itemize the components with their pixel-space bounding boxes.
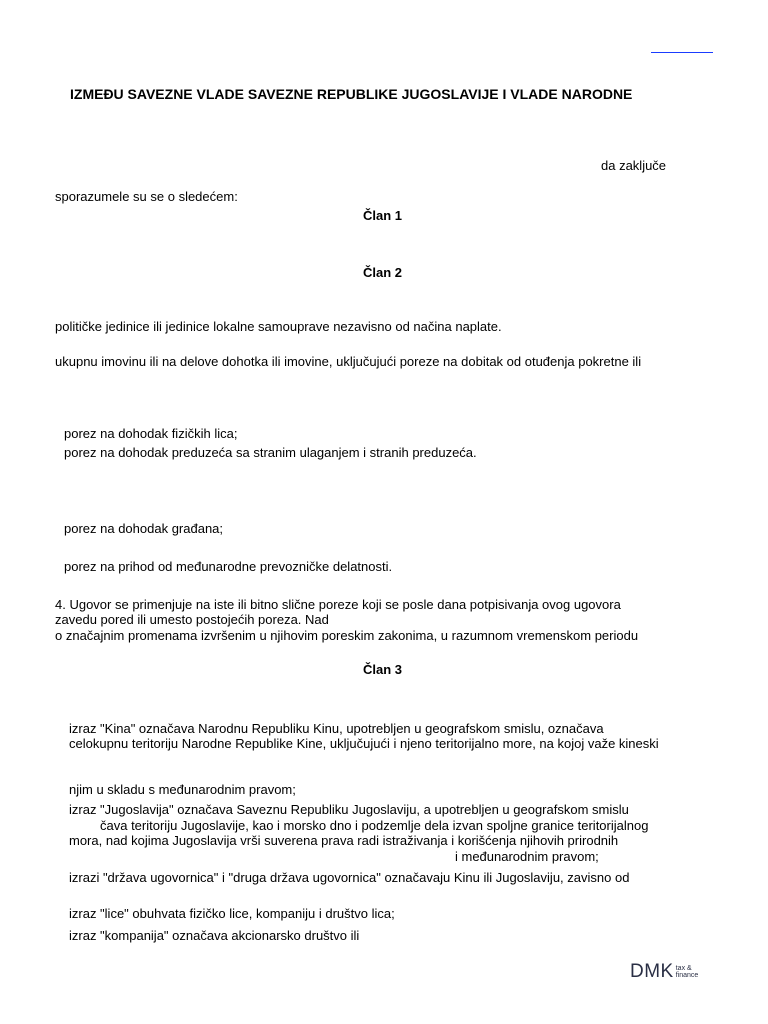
article-2-paragraph-4-line-2: zavedu pored ili umesto postojećih poreza. Nad [55, 612, 329, 627]
definition-jugoslavija-line-4: i međunarodnim pravom; [455, 849, 599, 864]
tax-item-3: porez na dohodak građana; [64, 521, 224, 536]
definition-kina-line-1: izraz "Kina" označava Narodnu Republiku Kinu, upotrebljen u geografskom smislu, označava [69, 721, 604, 736]
article-1-heading: Član 1 [363, 208, 403, 223]
article-2-paragraph-4-line-3: o značajnim promenama izvršenim u njihovim poreskim zakonima, u razumnom vremenskom periodu [55, 628, 639, 643]
tax-item-1: porez na dohodak fizičkih lica; [64, 426, 238, 441]
tax-item-4: porez na prihod od međunarodne prevozničke delatnosti. [64, 559, 393, 574]
tax-item-2: porez na dohodak preduzeća sa stranim ulaganjem i stranih preduzeća. [64, 445, 477, 460]
header-link-underline[interactable] [651, 52, 713, 53]
article-3-heading: Član 3 [363, 662, 403, 677]
definition-kina-line-2: celokupnu teritoriju Narodne Republike Kine, uključujući i njeno teritorijalno more, na kojoj važe kineski [69, 736, 659, 751]
definition-kompanija: izraz "kompanija" označava akcionarsko društvo ili [69, 928, 360, 943]
definition-kina-line-3: njim u skladu s međunarodnim pravom; [69, 782, 296, 797]
logo-wordmark: DMK [630, 961, 674, 982]
article-2-paragraph-4-line-1: 4. Ugovor se primenjuje na iste ili bitno slične poreze koji se posle dana potpisivanja ovog ugovora [55, 597, 621, 612]
article-2-heading: Član 2 [363, 265, 403, 280]
definition-jugoslavija-line-1: izraz "Jugoslavija" označava Saveznu Republiku Jugoslaviju, a upotrebljen u geografskom smislu [69, 802, 629, 817]
definition-jugoslavija-line-2: čava teritoriju Jugoslavije, kao i morsko dno i podzemlje dela izvan spoljne granice teritorijalnog [100, 818, 649, 833]
article-2-paragraph-1: političke jedinice ili jedinice lokalne samouprave nezavisno od načina naplate. [55, 319, 502, 334]
intro-zakljuce: da zaključe [601, 158, 667, 173]
dmk-logo [630, 962, 698, 982]
definition-lice: izraz "lice" obuhvata fizičko lice, kompaniju i društvo lica; [69, 906, 395, 921]
document-title: IZMEĐU SAVEZNE VLADE SAVEZNE REPUBLIKE JUGOSLAVIJE I VLADE NARODNE [70, 86, 633, 102]
intro-sporazumele: sporazumele su se o sledećem: [55, 189, 238, 204]
definition-jugoslavija-line-3: mora, nad kojima Jugoslavija vrši suverena prava radi istraživanja i korišćenja njihovih prirodnih [69, 833, 619, 848]
article-2-paragraph-2: ukupnu imovinu ili na delove dohotka ili imovine, uključujući poreze na dobitak od otuđenja pokretne ili [55, 354, 642, 369]
definition-drzava-ugovornica: izrazi "država ugovornica" i "druga država ugovornica" označavaju Kinu ili Jugoslaviju, zavisno od [69, 870, 630, 885]
logo-tagline: tax & finance [675, 965, 699, 979]
